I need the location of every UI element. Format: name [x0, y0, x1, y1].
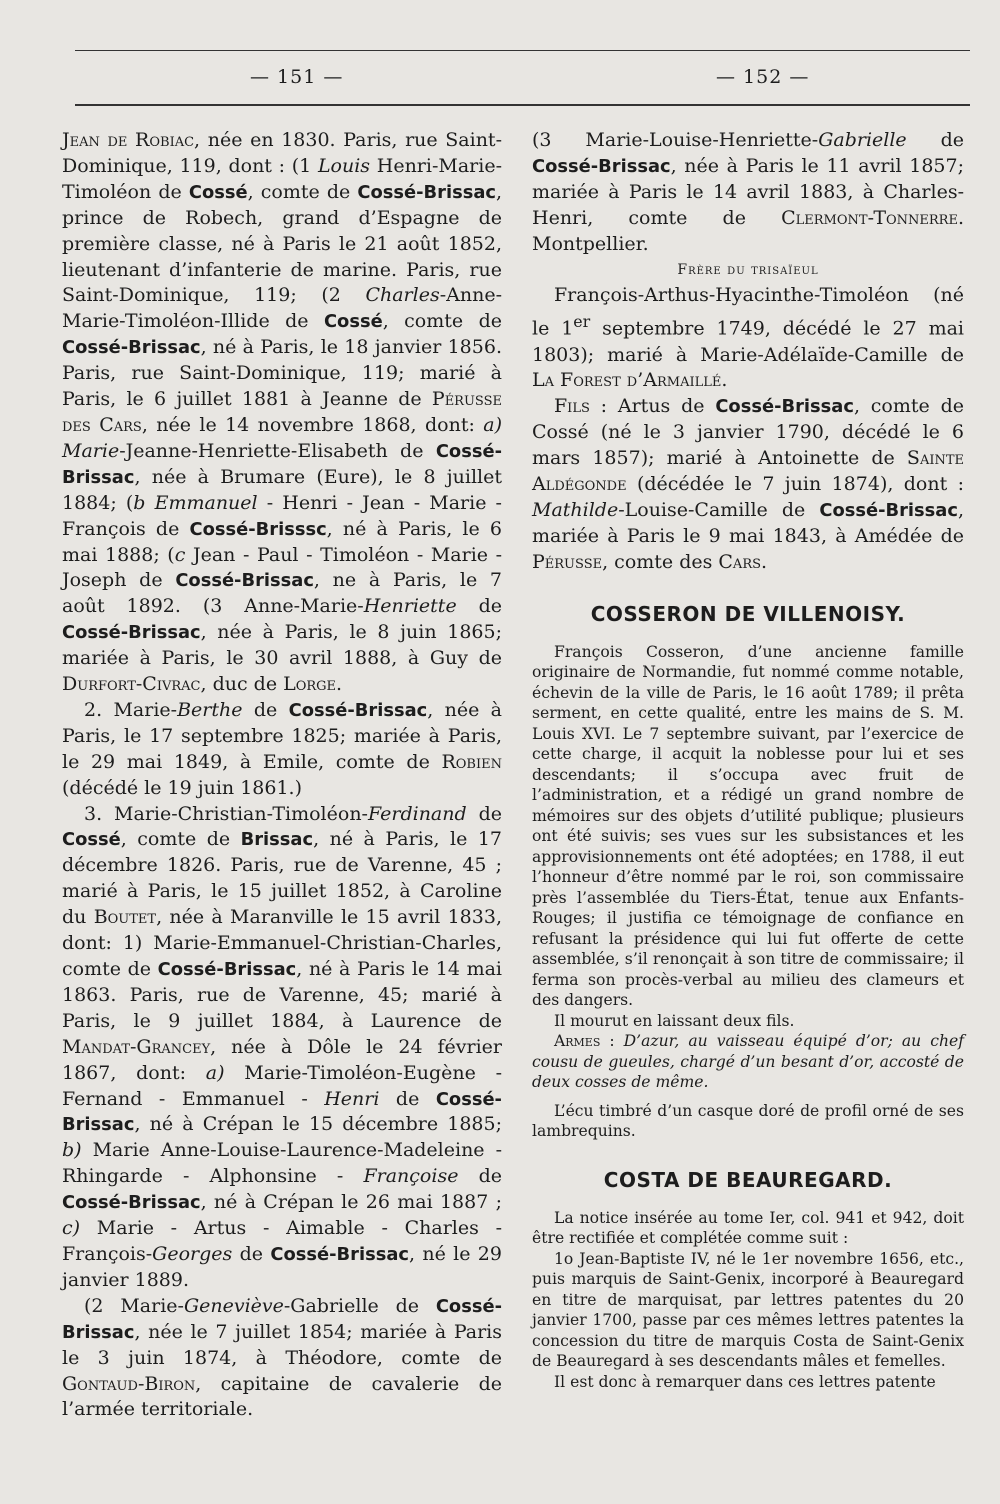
italic-text: Georges [152, 1242, 233, 1265]
text: Marie Anne-Louise-Laurence-Madeleine - Rhingarde - Alphonsine - [62, 1139, 502, 1188]
bold-text: Cossé-Brisssc [189, 518, 327, 540]
text: , né à Paris le 14 mai 1863. Paris, rue de Varenne, 45; marié à Paris, le 9 juillet 1884, à Laurence de [62, 958, 502, 1032]
bold-text: Cossé-Brissac [62, 337, 201, 359]
text: Jean - Paul - Timoléon - Marie - Joseph de [62, 543, 502, 592]
label-text: Armes [554, 1032, 601, 1051]
italic-text: Ferdinand [367, 802, 467, 825]
text: (décédé le 19 juin 1861.) [62, 776, 303, 799]
text: de [906, 129, 964, 151]
text: , comte des [602, 550, 719, 573]
text: septembre 1749, décédé le 27 mai 1803); marié à Marie-Adélaïde-Camille de [532, 317, 964, 366]
text: : Artus de [589, 395, 716, 418]
italic-text: Françoise [363, 1165, 459, 1188]
bold-text: Cossé-Brissac [532, 155, 671, 177]
text: , ne à Paris, le 7 août 1892. (3 Anne-Marie- [62, 569, 502, 618]
name-text: Pérusse [532, 550, 603, 573]
name-text: Lorge [283, 673, 337, 696]
text: . [721, 369, 728, 392]
bold-text: Cossé-Brissac [270, 1243, 409, 1265]
section-title: COSTA DE BEAUREGARD. [603, 1167, 893, 1192]
text: , capitaine de cavalerie de l’armée territoriale. [62, 1372, 502, 1421]
text: de [458, 1165, 502, 1188]
italic-text: D’azur, au vaisseau équipé d’or; au chef cousu de gueules, chargé d’un besant d’or, accosté de deux cosses de même. [532, 1032, 964, 1092]
text: , né à Paris, le 17 décembre 1826. Paris, rue de Varenne, 45 ; marié à Paris, le 15 juillet 1852, à Caroline du [62, 828, 502, 929]
name-text: Gontaud-Biron [62, 1372, 196, 1395]
name-text: Mandat-Grancey [62, 1035, 211, 1058]
paragraph: L’écu timbré d’un casque doré de profil orné de ses lambrequins. [532, 1101, 964, 1141]
bold-text: Cossé-Brissac [819, 500, 958, 522]
paragraph [62, 1294, 502, 1424]
text: - Henri - Jean - Marie - François de [62, 491, 502, 540]
italic-text: c [174, 543, 186, 566]
text: (2 Marie- [84, 1294, 184, 1317]
name-text: Pérusse des Cars [62, 388, 502, 436]
text: , née à Paris, le 17 septembre 1825; mariée à Paris, le 29 mai 1849, à Emile, comte de [62, 698, 503, 773]
name-text: Boutet [93, 906, 157, 929]
bold-text: Cossé-Brissac [62, 440, 502, 488]
text: 2. Marie- [84, 698, 178, 721]
bold-text: Brissac [240, 829, 314, 851]
italic-text: Louis [317, 154, 371, 177]
paragraph: François Cosseron, d’une ancienne famille originaire de Normandie, fut nommé comme notable, échevin de la ville de Paris, le 16 août 1789; il prêta serment, en cette qualité, entre les mains de S. M. Louis XVI. Le 7 septembre suivant, par l’exercice de cette charge, il acquit la noblesse pour lui et ses descendants; il s’occupa avec fruit de l’administration, et a rédigé un grand nombre de mémoires sur des objets d’utilité publique; plusieurs ont été suivis; ses vues sur les subsistances et les approvisionnements ont été adoptées; en 1788, il eut l’honneur d’être nommé par le roi, son commissaire près l’assemblée du Tiers-État, tenue aux Enfants-Rouges; il justifia ce témoignage de confiance en refusant la présidence qui lui fut offerte de cette assemblée, s’il renonçait à son titre de commissaire; il ferma son procès-verbal au milieu des clameurs et des dangers. [532, 642, 964, 1010]
paragraph [62, 802, 502, 1294]
page-number-left: — 151 — [250, 66, 344, 88]
italic-text: Henriette [363, 595, 457, 618]
text: , née à Brumare (Eure), le 8 juillet 1884; ( [62, 465, 502, 514]
text: , comte de [382, 310, 502, 333]
bold-text: Cossé-Brissac [157, 959, 297, 980]
text: de [456, 595, 502, 618]
text: . [336, 673, 343, 696]
name-text: Cars [718, 550, 762, 573]
name-text: Jean de Robiac [62, 129, 195, 151]
italic-text: b Emmanuel [133, 491, 258, 514]
text: -Louise-Camille de [618, 499, 820, 522]
top-rule [75, 50, 970, 51]
text: (décédée le 7 juin 1874), dont : [626, 473, 964, 496]
paragraph: Il mourut en laissant deux fils. [554, 1011, 795, 1030]
arms-paragraph [532, 1031, 964, 1093]
left-column [62, 128, 502, 1423]
text: , comte de [120, 828, 241, 851]
paragraph [62, 128, 502, 698]
text: de [379, 1087, 436, 1110]
bold-text: Cossé [188, 181, 248, 203]
label-text: Fils [554, 395, 590, 418]
text: . Montpellier. [532, 206, 964, 255]
text: -Jeanne-Henriette-Elisabeth de [119, 439, 436, 462]
name-text: Sainte Aldégonde [532, 447, 964, 496]
bold-text: Cossé-Brissac [175, 570, 314, 592]
italic-text: Geneviève [183, 1294, 284, 1317]
text: Marie-Timoléon-Eugène - Fernand - Emmanuel - [62, 1061, 502, 1110]
italic-text: c) [62, 1217, 81, 1240]
text: : [600, 1032, 624, 1051]
text: de [232, 1242, 271, 1265]
bold-text: Cossé-Brissac [288, 699, 428, 721]
paragraph [532, 394, 964, 575]
name-text: Robien [441, 750, 502, 773]
text: , née à Paris, le 8 juin 1865; mariée à Paris, le 30 avril 1888, à Guy de [62, 621, 502, 670]
text: Marie - Artus - Aimable - Charles - François- [62, 1217, 502, 1265]
name-text: La Forest d’Armaillé [532, 369, 722, 392]
bold-text: Cossé-Brissac [62, 1295, 502, 1343]
text: , né à Crépan le 15 décembre 1885; [134, 1113, 502, 1136]
bold-text: Cossé-Brissac [715, 396, 854, 418]
text: , mariée à Paris le 9 mai 1843, à Amédée de [532, 499, 964, 547]
text: de [242, 698, 289, 721]
text: , née à Maranville le 15 avril 1833, dont: 1) Marie-Emmanuel-Christian-Charles, comte de [62, 906, 502, 980]
italic-text: a) [205, 1061, 225, 1084]
paragraph: Il est donc à remarquer dans ces lettres patente [554, 1372, 936, 1391]
text: -Gabrielle de [283, 1294, 436, 1317]
text: , né le 29 janvier 1889. [62, 1242, 502, 1291]
text: François-Arthus-Hyacinthe-Timoléon (né le 1 [532, 284, 964, 340]
italic-text: Henri [324, 1087, 380, 1110]
section-body [532, 1208, 964, 1393]
paragraph [532, 283, 964, 394]
bold-text: Cossé [62, 829, 121, 851]
italic-text: Gabrielle [818, 129, 907, 151]
text: , né à Crépan le 26 mai 1887 ; [200, 1191, 502, 1214]
name-text: Durfort-Civrac [62, 673, 201, 696]
text: , duc de [200, 673, 284, 696]
page-number-right: — 152 — [716, 66, 810, 88]
superscript: er [573, 312, 591, 332]
bold-text: Cossé-Brissac [62, 622, 201, 644]
right-column [532, 128, 964, 1392]
italic-text: Mathilde [532, 499, 619, 522]
text: , né à Paris, le 6 mai 1888; ( [62, 517, 502, 566]
text: de [466, 802, 502, 825]
text: , prince de Robech, grand d’Espagne de première classe, né à Paris le 21 août 1852, lieutenant d’infanterie de marine. Paris, rue Saint-Dominique, 119; (2 [62, 180, 503, 307]
section-title: COSSERON DE VILLENOISY. [590, 601, 906, 626]
italic-text: a) Marie [62, 413, 502, 462]
text: , comte de [247, 180, 358, 203]
section-body [532, 642, 964, 1142]
italic-text: Charles [365, 284, 440, 307]
text: . [761, 550, 768, 573]
paragraph [62, 698, 502, 802]
paragraph: 1o Jean-Baptiste IV, né le 1er novembre 1656, etc., puis marquis de Saint-Genix, incorporé à Beauregard en titre de marquisat, par lettres patentes du 20 janvier 1700, passe par ces mêmes lettres patentes la concession du titre de marquis Costa de Saint-Genix de Beauregard à ses descendants mâles et femelles. [532, 1249, 964, 1371]
paragraph: La notice insérée au tome Ier, col. 941 et 942, doit être rectifiée et complétée comme suit : [532, 1208, 964, 1248]
text: -Anne-Marie-Timoléon-Illide de [62, 284, 502, 333]
paragraph [532, 128, 964, 258]
bold-text: Cossé [323, 311, 383, 333]
italic-text: b) [62, 1139, 82, 1162]
text: , née le 7 juillet 1854; mariée à Paris le 3 juin 1874, à Théodore, comte de [62, 1320, 502, 1369]
bold-text: Cossé-Brissac [357, 181, 496, 203]
subsection-heading: Frère du trisaïeul [677, 261, 819, 278]
text: , né à Paris, le 18 janvier 1856. Paris, rue Saint-Dominique, 119; marié à Paris, le 6 juillet 1881 à Jeanne de [62, 336, 502, 411]
text: , née à Dôle le 24 février 1867, dont: [62, 1035, 502, 1084]
header-rule [75, 104, 970, 106]
text: Henri-Marie-Timoléon de [62, 154, 502, 203]
text: (3 Marie-Louise-Henriette- [532, 129, 819, 151]
italic-text: Berthe [177, 698, 243, 721]
bold-text: Cossé-Brissac [62, 1192, 201, 1214]
bold-text: Cossé-Brissac [62, 1088, 502, 1136]
text: , née à Paris le 11 avril 1857; mariée à Paris le 14 avril 1883, à Charles-Henri, comte de [532, 154, 964, 229]
text: 3. Marie-Christian-Timoléon- [84, 802, 368, 825]
text: , née en 1830. Paris, rue Saint-Dominique, 119, dont : (1 [62, 129, 502, 177]
name-text: Clermont-Tonnerre [781, 206, 958, 229]
text: , née le 14 novembre 1868, dont: [141, 413, 484, 436]
text: , comte de Cossé (né le 3 janvier 1790, décédé le 6 mars 1857); marié à Antoinette de [532, 395, 964, 470]
